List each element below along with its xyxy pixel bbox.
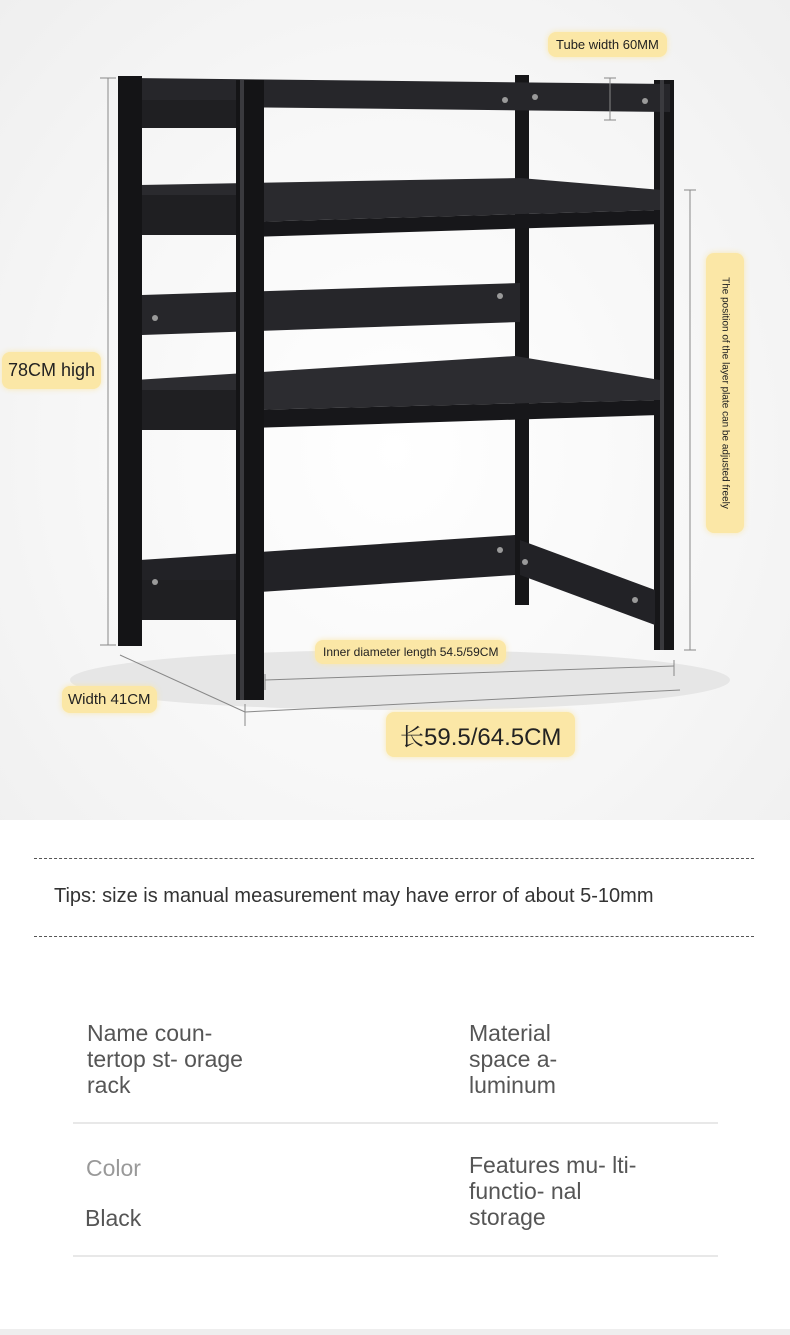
tips-box [34, 858, 754, 937]
tube-width-label: Tube width 60MM [548, 32, 667, 57]
right-bottom-rail [520, 540, 655, 625]
screw [497, 547, 503, 553]
bottom-band [0, 1329, 790, 1335]
left-top-rail [130, 100, 240, 128]
screw [152, 315, 158, 321]
left-bottom-rail [135, 580, 240, 620]
spec-name: Name coun- tertop st- orage rack [87, 1020, 243, 1098]
spec-color-label: Color [86, 1155, 141, 1181]
screw [502, 97, 508, 103]
spec-color-value: Black [85, 1205, 142, 1231]
spec-features: Features mu- lti-functio- nal storage [469, 1152, 637, 1230]
front-left-post-highlight [240, 80, 244, 700]
screw [497, 293, 503, 299]
screw [522, 559, 528, 565]
left-lower-rail [132, 390, 240, 430]
back-left-post [515, 75, 529, 605]
screw [532, 94, 538, 100]
tips-text: Tips: size is manual measurement may have error of about 5-10mm [54, 885, 654, 907]
spec-material: Material space a- luminum [469, 1020, 558, 1098]
spec-divider [73, 1122, 718, 1124]
layer-adjust-text: The position of the layer plate can be adjusted freely [719, 277, 731, 509]
layer-adjust-label [706, 253, 744, 533]
height-label: 78CM high [2, 352, 101, 389]
inner-length-label: Inner diameter length 54.5/59CM [315, 640, 506, 664]
screw [152, 579, 158, 585]
left-upper-rail [132, 195, 240, 235]
screw [642, 98, 648, 104]
front-left-back-post [118, 76, 142, 646]
width-label: Width 41CM [62, 686, 157, 713]
middle-back-rail [142, 283, 520, 335]
front-right-post-highlight [660, 80, 664, 650]
spec-divider [73, 1255, 718, 1257]
length-label: 长59.5/64.5CM [386, 712, 575, 757]
screw [632, 597, 638, 603]
